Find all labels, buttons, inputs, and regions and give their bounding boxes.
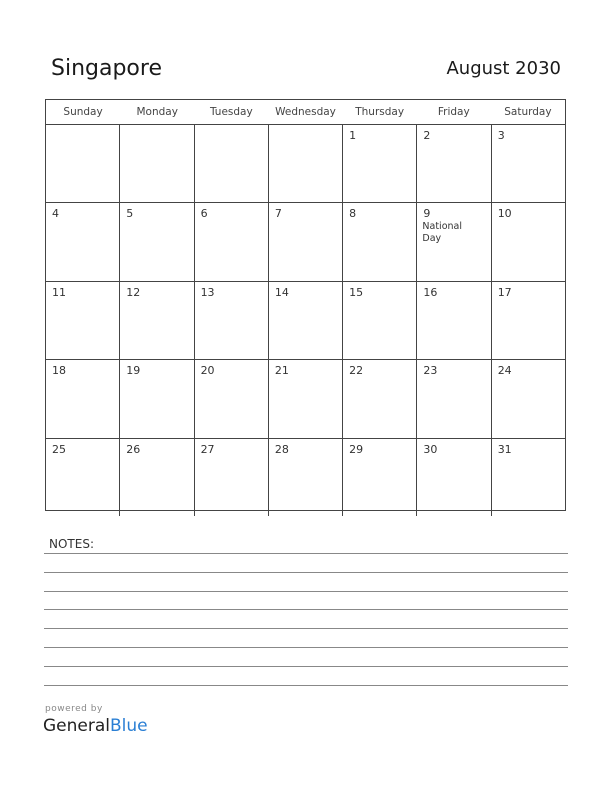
day-number: 3 (497, 129, 505, 142)
day-cell (343, 125, 417, 202)
day-number: 25 (52, 442, 66, 456)
day-number: 6 (200, 207, 208, 221)
notes-line (44, 666, 568, 667)
day-cell (492, 360, 565, 437)
powered-by-text: powered by (45, 704, 103, 714)
day-cell (417, 203, 491, 280)
day-number: 4 (52, 207, 59, 221)
day-cell (492, 439, 565, 516)
day-cell (417, 125, 491, 202)
week-row (46, 203, 565, 281)
day-cell (195, 360, 269, 437)
day-number: 15 (349, 285, 364, 299)
logo-general-text: General (43, 716, 110, 736)
weekday-friday: Friday (437, 106, 470, 118)
day-cell (343, 439, 417, 516)
day-number: 21 (274, 364, 289, 378)
week-row (46, 360, 565, 438)
weekday-tuesday: Tuesday (209, 106, 253, 118)
weekday-wednesday: Wednesday (275, 106, 336, 118)
day-cell (269, 360, 343, 437)
day-cell (343, 360, 417, 437)
day-cell (46, 439, 120, 516)
day-number: 2 (423, 129, 431, 142)
day-number: 28 (274, 442, 289, 456)
weekday-monday: Monday (136, 106, 178, 118)
notes-line (44, 685, 568, 686)
day-number: 22 (349, 364, 364, 378)
day-number: 7 (274, 207, 282, 221)
day-cell (417, 360, 491, 437)
day-number: 1 (349, 129, 357, 142)
day-cell (269, 125, 343, 202)
day-cell (46, 360, 120, 437)
day-cell (269, 439, 343, 516)
day-number: 23 (423, 364, 438, 378)
day-cell (46, 203, 120, 280)
notes-line (44, 647, 568, 648)
weekday-thursday: Thursday (355, 106, 405, 118)
day-number: 11 (52, 285, 66, 299)
day-number: 9 (423, 207, 431, 221)
day-cell (417, 282, 491, 359)
day-number: 5 (126, 207, 134, 221)
day-cell (195, 282, 269, 359)
day-number: 16 (423, 285, 438, 299)
logo-blue-text: Blue (110, 716, 148, 736)
day-number: 18 (52, 364, 66, 378)
day-cell (120, 203, 194, 280)
day-number: 12 (126, 285, 141, 299)
calendar-country-title: Singapore (51, 56, 162, 81)
generalblue-logo (43, 716, 148, 736)
week-row (46, 125, 565, 203)
week-row (46, 282, 565, 360)
weekday-header-row (46, 100, 565, 125)
day-cell (46, 282, 120, 359)
calendar-month-title: August 2030 (446, 58, 561, 79)
week-row (46, 439, 565, 516)
day-cell (269, 203, 343, 280)
day-cell (120, 360, 194, 437)
holiday-label: National Day (422, 221, 462, 245)
day-cell (343, 203, 417, 280)
day-number: 27 (200, 442, 215, 456)
day-cell (492, 203, 565, 280)
day-cell (195, 439, 269, 516)
day-number: 8 (349, 207, 357, 221)
day-number: 14 (274, 285, 289, 299)
day-cell (46, 125, 120, 202)
notes-line (44, 572, 568, 573)
day-number: 26 (126, 442, 141, 456)
day-cell (195, 125, 269, 202)
day-number: 30 (423, 442, 438, 456)
day-cell (492, 125, 565, 202)
notes-label: NOTES: (49, 537, 94, 551)
day-cell (120, 282, 194, 359)
weekday-saturday: Saturday (504, 106, 552, 118)
calendar-grid (45, 99, 566, 511)
day-number: 19 (126, 364, 141, 378)
day-cell (417, 439, 491, 516)
notes-line (44, 628, 568, 629)
notes-line (44, 553, 568, 554)
day-cell (343, 282, 417, 359)
day-number: 10 (497, 207, 512, 221)
day-number: 20 (200, 364, 215, 378)
day-cell (120, 439, 194, 516)
notes-line (44, 609, 568, 610)
day-cell (269, 282, 343, 359)
day-number: 24 (497, 364, 512, 378)
day-cell (492, 282, 565, 359)
weekday-sunday: Sunday (63, 106, 103, 118)
day-cell (120, 125, 194, 202)
day-cell (195, 203, 269, 280)
day-number: 13 (200, 285, 215, 299)
day-number: 17 (497, 285, 512, 299)
day-number: 29 (349, 442, 364, 456)
day-number: 31 (497, 442, 512, 456)
notes-line (44, 591, 568, 592)
